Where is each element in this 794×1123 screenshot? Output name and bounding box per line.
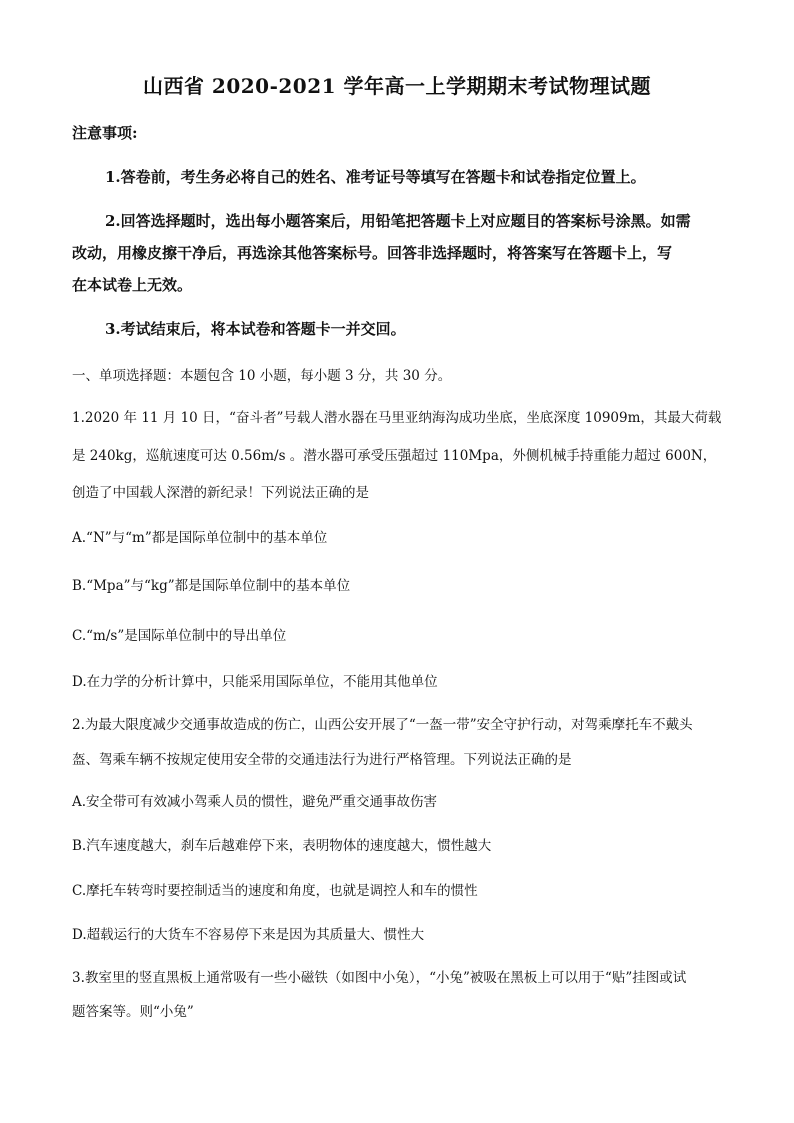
notice-item-3: 3.考试结束后，将本试卷和答题卡一并交回。 xyxy=(105,320,406,338)
notice-heading: 注意事项: xyxy=(72,124,138,142)
q2-option-c: C.摩托车转弯时要控制适当的速度和角度，也就是调控人和车的惯性 xyxy=(72,883,478,899)
q1-option-c: C.“m/s”是国际单位制中的导出单位 xyxy=(72,628,287,644)
q1-option-a: A.“N”与“m”都是国际单位制中的基本单位 xyxy=(72,530,328,546)
q3-stem-line-1: 3.教室里的竖直黑板上通常吸有一些小磁铁（如图中小兔），“小兔”被吸在黑板上可以用于“贴”挂图或试 xyxy=(72,970,687,986)
q2-option-a: A.安全带可有效减小驾乘人员的惯性，避免严重交通事故伤害 xyxy=(72,794,438,810)
q1-option-b: B.“Mpa”与“kg”都是国际单位制中的基本单位 xyxy=(72,578,351,594)
q1-stem-line-3: 创造了中国载人深潜的新纪录！下列说法正确的是 xyxy=(72,485,369,501)
page-title: 山西省 2020-2021 学年高一上学期期末考试物理试题 xyxy=(142,74,652,98)
q3-stem-line-2: 题答案等。则“小兔” xyxy=(72,1004,194,1020)
q2-option-b: B.汽车速度越大，刹车后越难停下来，表明物体的速度越大，惯性越大 xyxy=(72,838,492,854)
notice-item-2-line-1: 2.回答选择题时，选出每小题答案后，用铅笔把答题卡上对应题目的答案标号涂黑。如需 xyxy=(105,212,691,230)
q2-option-d: D.超载运行的大货车不容易停下来是因为其质量大、惯性大 xyxy=(72,927,425,943)
q1-stem-line-2: 是 240kg，巡航速度可达 0.56m/s 。潜水器可承受压强超过 110Mpa，外侧机械手持重能力超过 600N， xyxy=(72,448,717,464)
q1-option-d: D.在力学的分析计算中，只能采用国际单位，不能用其他单位 xyxy=(72,674,438,690)
q2-stem-line-1: 2.为最大限度减少交通事故造成的伤亡，山西公安开展了“一盔一带”安全守护行动，对驾乘摩托车不戴头 xyxy=(72,717,693,733)
notice-item-2-line-3: 在本试卷上无效。 xyxy=(72,276,193,294)
notice-item-2-line-2: 改动，用橡皮擦干净后，再选涂其他答案标号。回答非选择题时，将答案写在答题卡上，写 xyxy=(72,244,673,262)
q1-stem-line-1: 1.2020 年 11 月 10 日，“奋斗者”号载人潜水器在马里亚纳海沟成功坐底，坐底深度 10909m，其最大荷载 xyxy=(72,410,722,426)
section-heading: 一、单项选择题：本题包含 10 小题，每小题 3 分，共 30 分。 xyxy=(72,368,452,384)
notice-item-1: 1.答卷前，考生务必将自己的姓名、准考证号等填写在答题卡和试卷指定位置上。 xyxy=(105,168,646,186)
q2-stem-line-2: 盔、驾乘车辆不按规定使用安全带的交通违法行为进行严格管理。下列说法正确的是 xyxy=(72,752,572,768)
